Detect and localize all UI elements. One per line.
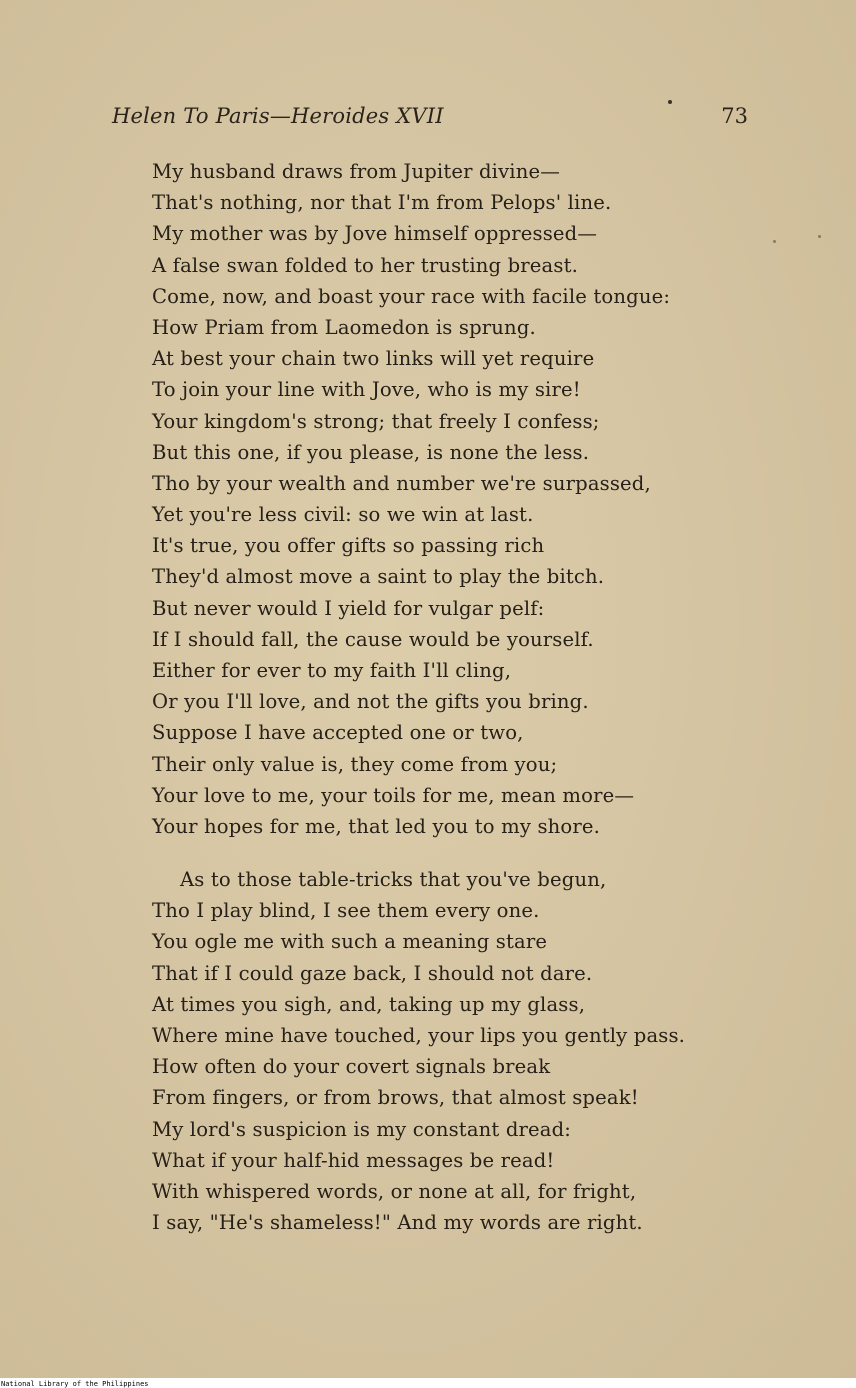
poem-line: Tho I play blind, I see them every one. — [152, 899, 540, 923]
poem-line: That's nothing, nor that I'm from Pelops' line. — [152, 191, 612, 215]
stanza — [152, 864, 685, 1238]
poem-line: Your love to me, your toils for me, mean more— — [152, 783, 635, 807]
page-number: 73 — [721, 104, 748, 128]
poem-line: If I should fall, the cause would be yourself. — [152, 627, 594, 651]
poem-line: Suppose I have accepted one or two, — [152, 721, 524, 745]
poem-line: From fingers, or from brows, that almost speak! — [152, 1086, 639, 1110]
poem-line: With whispered words, or none at all, for fright, — [152, 1179, 637, 1203]
running-head — [112, 104, 748, 134]
poem-line: My mother was by Jove himself oppressed— — [152, 222, 598, 246]
poem-line: How often do your covert signals break — [152, 1055, 551, 1079]
poem-line: But never would I yield for vulgar pelf: — [152, 596, 545, 620]
running-title: Helen To Paris—Heroides XVII — [112, 104, 444, 128]
poem-line: Tho by your wealth and number we're surpassed, — [152, 471, 651, 495]
poem-line: But this one, if you please, is none the less. — [152, 440, 590, 464]
poem-line: Or you I'll love, and not the gifts you bring. — [152, 690, 589, 714]
poem-line: Their only value is, they come from you; — [152, 752, 558, 776]
poem-line: I say, "He's shameless!" And my words are right. — [152, 1211, 643, 1235]
poem-line: They'd almost move a saint to play the bitch. — [152, 565, 605, 589]
poem-line: My husband draws from Jupiter divine— — [152, 160, 560, 183]
poem-line: My lord's suspicion is my constant dread: — [152, 1117, 572, 1141]
poem-line: Your kingdom's strong; that freely I confess; — [152, 409, 600, 433]
poem-line: As to those table-tricks that you've begun, — [180, 868, 607, 891]
library-credit: National Library of the Philippines — [1, 1380, 149, 1388]
poem-line: A false swan folded to her trusting breast. — [152, 253, 578, 277]
ink-speck — [668, 100, 672, 104]
poem-line: At times you sigh, and, taking up my glass, — [152, 992, 586, 1016]
poem-line: Your hopes for me, that led you to my shore. — [152, 814, 601, 838]
ink-speck — [773, 240, 776, 243]
poem-line: It's true, you offer gifts so passing rich — [152, 534, 545, 558]
poem-line: That if I could gaze back, I should not dare. — [152, 961, 593, 985]
poem-line: You ogle me with such a meaning stare — [152, 930, 548, 954]
poem-line: Yet you're less civil: so we win at last. — [152, 503, 534, 527]
poem-line: Either for ever to my faith I'll cling, — [152, 659, 512, 682]
poem-line: Where mine have touched, your lips you gently pass. — [152, 1023, 686, 1047]
stanza — [152, 156, 670, 842]
poem-line: How Priam from Laomedon is sprung. — [152, 315, 536, 339]
poem-line: At best your chain two links will yet require — [152, 347, 595, 371]
poem-line: To join your line with Jove, who is my sire! — [152, 378, 581, 402]
poem-line: What if your half-hid messages be read! — [152, 1148, 555, 1172]
ink-speck — [818, 235, 821, 238]
poem-line: Come, now, and boast your race with facile tongue: — [152, 284, 671, 308]
